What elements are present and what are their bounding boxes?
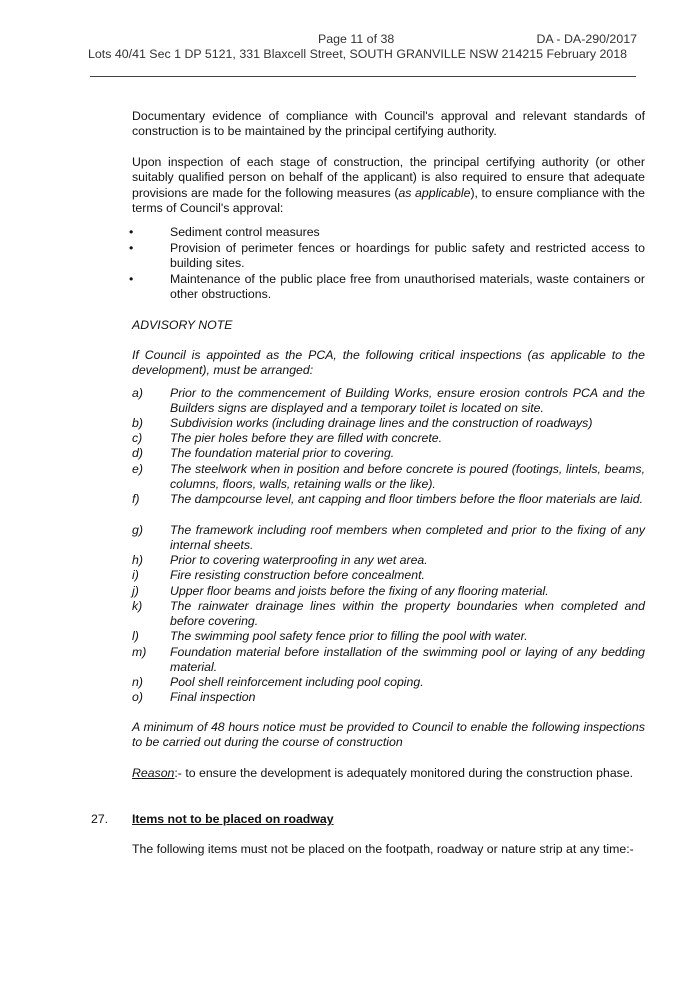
property-address: Lots 40/41 Sec 1 DP 5121, 331 Blaxcell Street, SOUTH GRANVILLE NSW 2142 xyxy=(88,47,530,61)
inspection-text: Final inspection xyxy=(170,690,256,704)
reason-text: :- to ensure the development is adequately monitored during the construction phase. xyxy=(174,766,634,780)
inspection-text: The framework including roof members when completed and prior to the fixing of any internal sheets. xyxy=(170,523,645,553)
para-evidence: Documentary evidence of compliance with Council's approval and relevant standards of construction is to be maintained by the principal certifying authority. xyxy=(132,109,645,139)
inspection-text: Subdivision works (including drainage lines and the construction of roadways) xyxy=(170,416,593,430)
bullet-text: Sediment control measures xyxy=(170,225,320,239)
inspection-text: The dampcourse level, ant capping and floor timbers before the floor materials are laid. xyxy=(170,492,643,506)
advisory-heading: ADVISORY NOTE xyxy=(132,318,233,332)
inspection-text: The steelwork when in position and before concrete is poured (footings, lintels, beams, columns, floors, walls, retaining walls or the like). xyxy=(170,462,645,492)
inspection-label: i) xyxy=(132,568,139,582)
inspection-text: The foundation material prior to covering. xyxy=(170,446,395,460)
inspection-text: The pier holes before they are filled with concrete. xyxy=(170,431,443,445)
inspection-label: m) xyxy=(132,645,147,659)
bullet-icon: • xyxy=(129,225,134,239)
reason-label: Reason xyxy=(132,766,175,780)
para-inspection-2: ), to ensure compliance with the terms of Council's approval: xyxy=(132,185,645,215)
inspection-text: Prior to covering waterproofing in any wet area. xyxy=(170,553,428,567)
page-number: Page 11 of 38 xyxy=(318,32,395,46)
inspection-label: n) xyxy=(132,675,143,689)
section-text: The following items must not be placed on the footpath, roadway or nature strip at any time:- xyxy=(132,842,634,856)
inspection-label: c) xyxy=(132,431,143,445)
inspection-label: k) xyxy=(132,599,143,613)
inspection-label: f) xyxy=(132,492,140,506)
inspection-label: h) xyxy=(132,553,143,567)
bullet-icon: • xyxy=(129,272,134,286)
para-inspection-1: Upon inspection of each stage of construction, the principal certifying authority (or other suitably qualified person on behalf of the applicant) is also required to ensure that adequate provisions are made for the following measures ( xyxy=(132,155,645,200)
inspection-label: o) xyxy=(132,690,143,704)
da-number: DA - DA-290/2017 xyxy=(536,32,637,46)
inspection-text: Upper floor beams and joists before the fixing of any flooring material. xyxy=(170,584,549,598)
inspection-label: l) xyxy=(132,629,139,643)
bullet-text: Maintenance of the public place free from unauthorised materials, waste containers or other obstructions. xyxy=(170,272,645,302)
reason-para xyxy=(132,766,645,781)
advisory-intro: If Council is appointed as the PCA, the following critical inspections (as applicable to the development), must be arranged: xyxy=(132,348,645,378)
inspection-text: Prior to the commencement of Building Works, ensure erosion controls PCA and the Builders signs are displayed and a temporary toilet is located on site. xyxy=(170,386,645,416)
bullet-text: Provision of perimeter fences or hoardings for public safety and restricted access to building sites. xyxy=(170,241,645,271)
inspection-label: a) xyxy=(132,386,143,400)
notice-48-hours: A minimum of 48 hours notice must be provided to Council to enable the following inspections to be carried out during the course of construction xyxy=(132,720,645,750)
inspection-label: d) xyxy=(132,446,143,460)
inspection-text: The swimming pool safety fence prior to filling the pool with water. xyxy=(170,629,528,643)
section-title: Items not to be placed on roadway xyxy=(132,812,334,826)
bullet-icon: • xyxy=(129,241,134,255)
inspection-text: Foundation material before installation of the swimming pool or laying of any bedding material. xyxy=(170,645,645,675)
header-rule xyxy=(90,76,636,77)
inspection-text: Pool shell reinforcement including pool coping. xyxy=(170,675,424,689)
inspection-label: b) xyxy=(132,416,143,430)
header-property-date xyxy=(88,47,627,61)
inspection-label: j) xyxy=(132,584,139,598)
para-inspection xyxy=(132,155,645,216)
inspection-text: The rainwater drainage lines within the property boundaries when completed and before covering. xyxy=(170,599,645,629)
para-inspection-italic: as applicable xyxy=(398,185,471,200)
inspection-label: g) xyxy=(132,523,143,537)
inspection-label: e) xyxy=(132,462,143,476)
inspection-text: Fire resisting construction before concealment. xyxy=(170,568,425,582)
section-number: 27. xyxy=(91,812,109,826)
header-date: 15 February 2018 xyxy=(529,47,628,61)
